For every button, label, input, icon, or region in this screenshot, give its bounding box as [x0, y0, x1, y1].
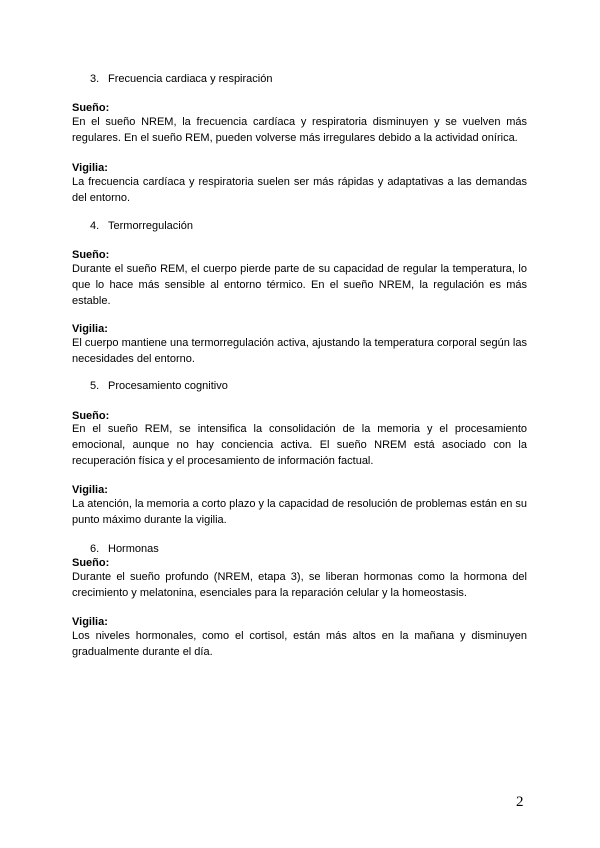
wake-paragraph: La frecuencia cardíaca y respiratoria suelen ser más rápidas y adaptativas a las demandas del entorno. [72, 176, 527, 204]
wake-paragraph: El cuerpo mantiene una termorregulación activa, ajustando la temperatura corporal según las necesidades del entorno. [72, 337, 527, 365]
wake-label: Vigilia: [72, 484, 108, 496]
sleep-paragraph: Durante el sueño profundo (NREM, etapa 3), se liberan hormonas como la hormona del crecimiento y melatonina, esenciales para la reparación celular y la homeostasis. [72, 571, 527, 599]
sleep-label: Sueño: [72, 249, 110, 261]
section-title: Termorregulación [108, 220, 193, 232]
wake-paragraph: La atención, la memoria a corto plazo y la capacidad de resolución de problemas están en su punto máximo durante la vigilia. [72, 498, 527, 526]
sleep-label: Sueño: [72, 102, 110, 114]
sleep-label: Sueño: [72, 557, 110, 569]
wake-label: Vigilia: [72, 162, 108, 174]
section-heading [90, 542, 159, 556]
section-number: 3. [90, 73, 100, 85]
section-title: Frecuencia cardiaca y respiración [108, 73, 273, 85]
wake-paragraph: Los niveles hormonales, como el cortisol, están más altos en la mañana y disminuyen gradualmente durante el día. [72, 630, 527, 658]
section-number: 5. [90, 380, 100, 392]
section-heading [90, 379, 228, 393]
sleep-paragraph: Durante el sueño REM, el cuerpo pierde parte de su capacidad de regular la temperatura, lo que lo hace más sensible al entorno térmico. En el sueño NREM, la regulación es más estable. [72, 263, 527, 307]
wake-label: Vigilia: [72, 616, 108, 628]
sleep-paragraph: En el sueño NREM, la frecuencia cardíaca y respiratoria disminuyen y se vuelven más regulares. En el sueño REM, pueden volverse más irregulares debido a la actividad onírica. [72, 116, 527, 144]
page-number: 2 [516, 794, 524, 810]
sleep-paragraph: En el sueño REM, se intensifica la consolidación de la memoria y el procesamiento emocional, aunque no hay conciencia activa. El sueño NREM está asociado con la recuperación física y el procesamiento de información factual. [72, 423, 527, 467]
section-heading [90, 72, 272, 86]
sleep-label: Sueño: [72, 410, 110, 422]
section-title: Hormonas [108, 543, 159, 555]
wake-label: Vigilia: [72, 323, 108, 335]
section-title: Procesamiento cognitivo [108, 380, 228, 392]
section-heading [90, 219, 193, 233]
section-number: 6. [90, 543, 100, 555]
section-number: 4. [90, 220, 100, 232]
